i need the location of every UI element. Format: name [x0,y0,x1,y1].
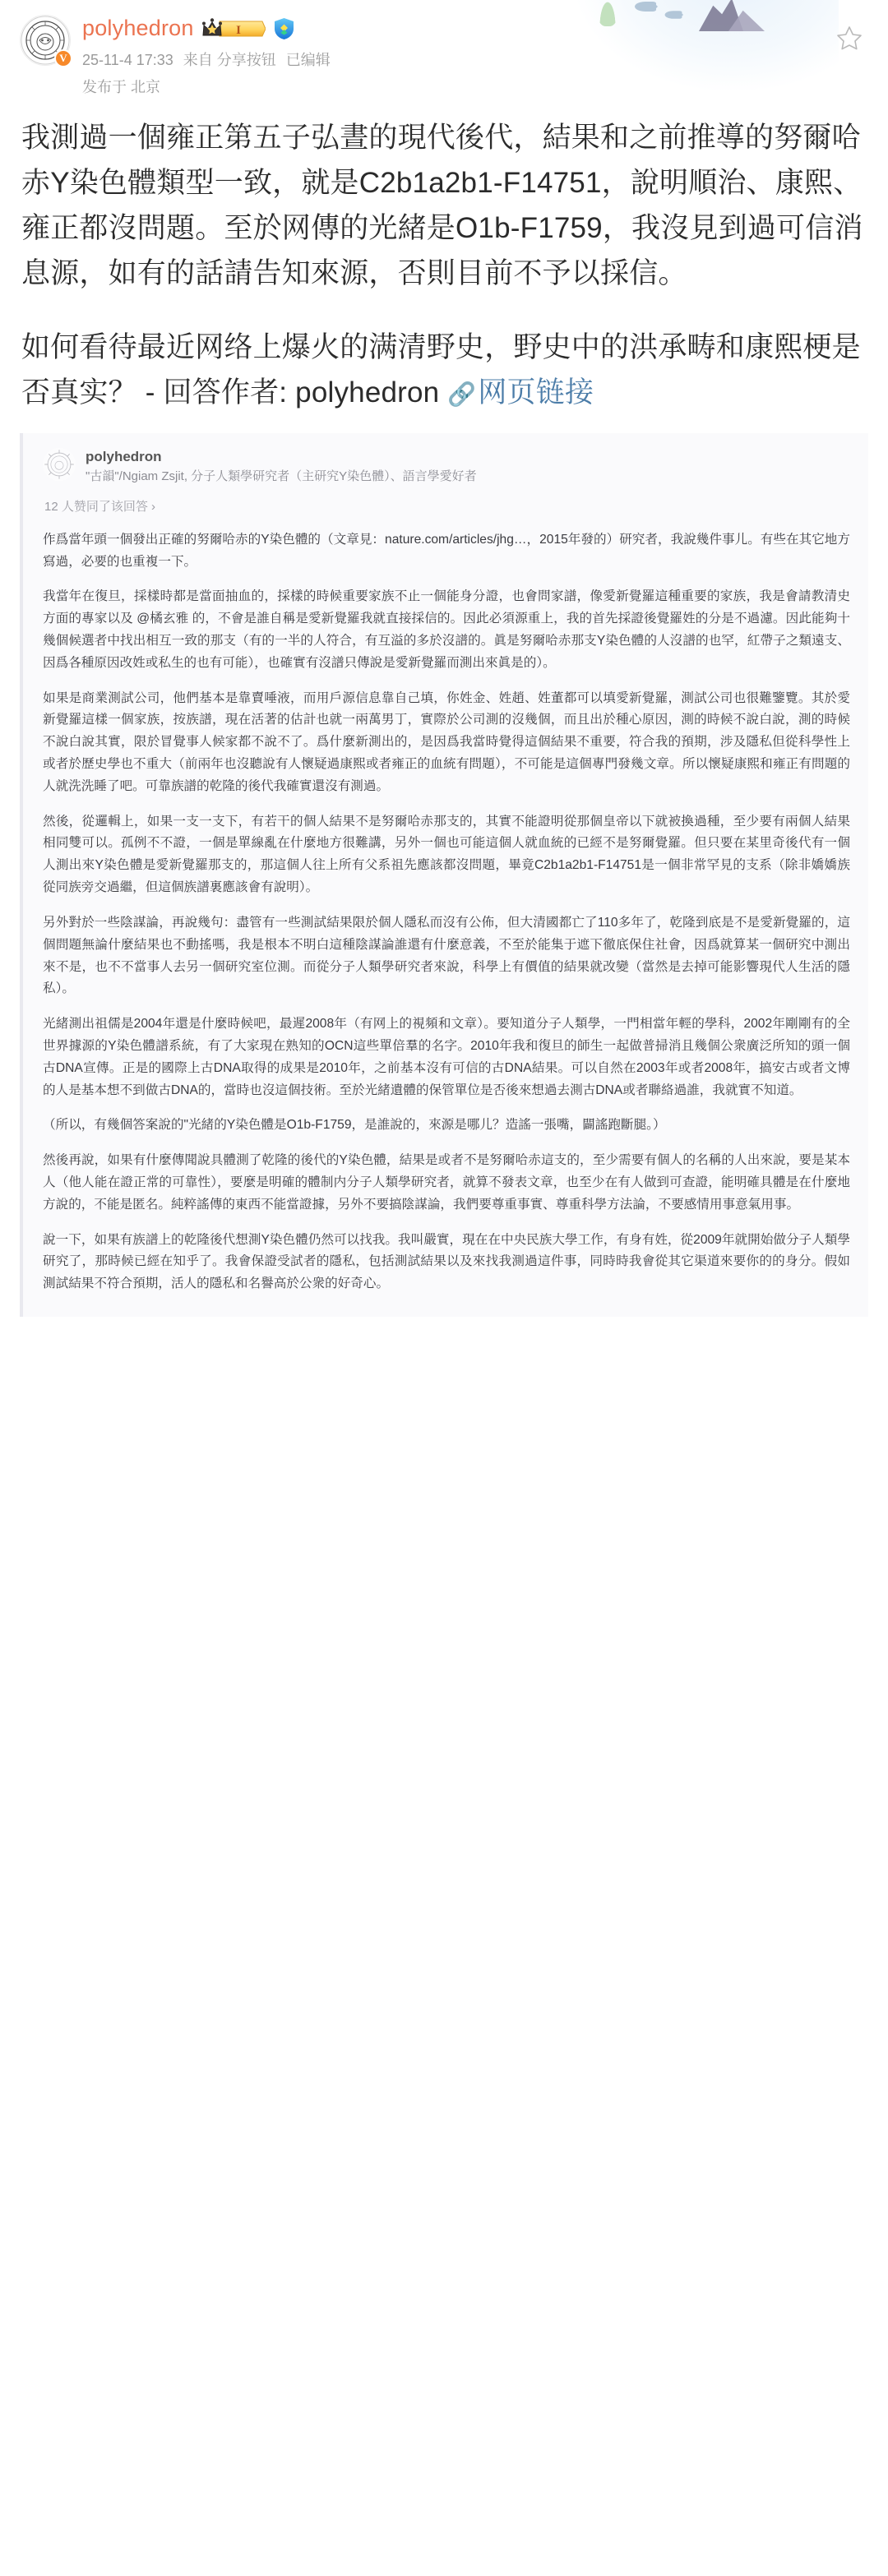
post-source[interactable]: 分享按钮 [216,51,276,68]
post-header [0,0,888,97]
post-content [0,97,888,416]
post-timestamp: 25-11-4 17:33 [82,51,173,68]
post-location: 发布于 北京 [82,78,161,95]
web-link-label: 网页链接 [478,376,594,409]
post-source-prefix: 来自 [183,51,213,68]
favorite-star-icon[interactable] [835,25,863,53]
post-meta [82,49,868,72]
post-edited-flag: 已编辑 [285,51,331,68]
card-paragraph: 然後，從邏輯上，如果一支一支下，有若干的個人結果不是努爾哈赤那支的，其實不能證明從那個皇帝以下就被換過種，至少要有兩個人結果相同雙可以。孤例不不證，一個是單線亂在什麼地方很難講，另外一個也可能這個人就血統的已經不是努爾覺羅。但只要在某里奇後代有一個人測出來Y染色體是愛新覺羅那支的，那這個人往上所有父系祖先應該都沒問題，畢竟C2b1a2b1-F14751是一個非常罕見的支系（除非嬌嬌族從同族旁交過繼，但這個族譜裏應該會有說明）。 [43,814,850,895]
crown-icon[interactable] [201,19,266,39]
shield-icon[interactable] [273,17,295,40]
card-paragraph: 如果是商業測試公司，他們基本是靠賣唾液，而用戶源信息靠自己填，你姓金、姓趙、姓董都可以填愛新覺羅，測試公司也很難鑒覽。其於愛新覺羅這樣一個家族，按族譜，現在活著的估計也就一兩萬男丁，實際於公司測的沒幾個，而且出於種心原因，測的時候不說白說，測的時候不說白說其實，限於冒覺事人候家都不說不了。爲什麼新測出的，是因爲我當時覺得這個結果不重要，符合我的預期，涉及隱私但從科學性上或者於歷史學也不重大（前兩年也沒聽說有人懷疑過康熙或者雍正的血統有問題），不可能是這個專門發幾文章。所以懷疑康熙和雍正有問題的人就洗洗睡了吧。可靠族譜的乾隆的後代我確實還沒有測過。 [43,690,850,793]
card-paragraph: 光緒測出祖儒是2004年還是什麼時候吧，最遲2008年（有网上的視頻和文章）。要知道分子人類學，一門相當年輕的學科，2002年剛剛有的全世界據源的Y染色體譜系統，有了大家現在熟知的OCN這些單倍羣的名字。2010年我和復旦的師生一起做普掃消且幾個公衆廣泛所知的頭一個古DNA宣傳。正是的國際上古DNA取得的成果是2010年，之前基本沒有可信的古DNA結果。可以自然在2003年或者2008年，搞安古或者文博的人是基本想不到做古DNA的，當時也沒這個技術。至於光緒遺體的保管單位是否後來想過去測古DNA或者聯絡過誰，我就實不知道。 [43,1017,850,1097]
post-paragraph-2 [21,325,867,416]
verified-badge: V [54,49,72,67]
quoted-answer-card[interactable] [20,433,868,1317]
avatar[interactable] [20,15,71,66]
web-link[interactable] [447,376,594,409]
card-header [43,448,850,485]
card-paragraph: 另外對於一些陰謀論，再說幾句：盡管有一些測試結果限於個人隱私而沒有公佈，但大清國都亡了110多年了，乾隆到底是不是愛新覺羅的，這個問題無論什麼結果也不動搖嗎，我是根本不明白這種陰謀論誰還有什麼意義，不至於能集于遮下徹底保住社會，因爲就算某一個研究中測出來不是，也不不當事人去另一個研究室位測。而從分子人類學研究者來說，科學上有價值的結果就改變（當然是去掉可能影響現代人生活的隱私）。 [43,915,850,996]
card-vote-count[interactable]: 12 人赞同了该回答 › [44,499,156,514]
card-author-bio: "古韻"/Ngiam Zsjit, 分子人類學研究者（主研究Y染色體）、語言學愛好者 [86,469,477,484]
link-icon: 🔗 [447,381,477,408]
username[interactable]: polyhedron [82,16,194,40]
card-paragraph: （所以，有幾個答案說的"光緒的Y染色體是O1b-F1759，是誰說的，來源是哪儿？造謠一張嘴，闢謠跑斷腿。） [43,1118,666,1133]
card-paragraph: 然後再說，如果有什麼傳聞說具體測了乾隆的後代的Y染色體，結果是或者不是努爾哈赤這支的，至少需要有個人的名稱的人出來說，要是某本人（他人能在證正常的可靠性），要麼是明確的體制内分子人類學研究者，就算不發表文章，也至少在有人做到可查證，能明確具體是在什麼地方說的，不能是匿名。純粹謠傳的東西不能當證據，另外不要搞陰謀論，我們要尊重事實、尊重科學方法論，不要感情用事意氣用事。 [43,1153,850,1212]
card-paragraph: 我當年在復旦，採樣時都是當面抽血的，採樣的時候重要家族不止一個能身分證，也會問家譜，像愛新覺羅這種重要的家族，我是會請教清史方面的專家以及 @橘玄雅 的，不會是誰自稱是愛新覺羅我就直接採信的。因此必須源重上，我的首先採證後覺羅姓的分是不過濾。因此能夠十幾個候選者中找出相互一致的那支（有的一半的人符合，有互溢的多於沒譜的。眞是努爾哈赤那支Y染色體的人沒譜的也罕，紅帶子之類遠支、因爲各種原因改姓或私生的也有可能），也確實有沒譜只傳說是愛新覺羅而測出來眞是的）。 [43,589,850,670]
card-paragraph: 說一下，如果有族譜上的乾隆後代想測Y染色體仍然可以找我。我叫嚴實，現在在中央民族大學工作，有身有姓，從2009年就開始做分子人類學研究了，那時候已經在知乎了。我會保證受試者的隱私，包括測試結果以及來找我測過這件事，同時時我會從其它渠道來要你的的身分。假如測試結果不符合預期，活人的隱私和名譽高於公衆的好奇心。 [43,1232,850,1291]
post-paragraph-1: 我測過一個雍正第五子弘晝的現代後代，結果和之前推導的努爾哈赤Y染色體類型一致，就是C2b1a2b1-F14751，說明順治、康熙、雍正都沒問題。至於网傳的光緒是O1b-F1759，我沒見到過可信消息源，如有的話請告知來源，否則目前不予以採信。 [21,121,863,290]
card-avatar[interactable] [43,448,76,481]
post-paragraph-2-text: 如何看待最近网络上爆火的满清野史，野史中的洪承畴和康熙梗是否真实？ - 回答作者: polyhedron [21,330,861,409]
card-author-name[interactable]: polyhedron [86,449,162,465]
svg-text:I: I [235,23,241,37]
card-paragraph: 作爲當年頭一個發出正確的努爾哈赤的Y染色體的（文章見：nature.com/articles/jhg…，2015年發的）研究者，我說幾件事儿。有些在其它地方寫過，必要的也重複一下。 [43,532,850,569]
card-body [43,529,850,1295]
